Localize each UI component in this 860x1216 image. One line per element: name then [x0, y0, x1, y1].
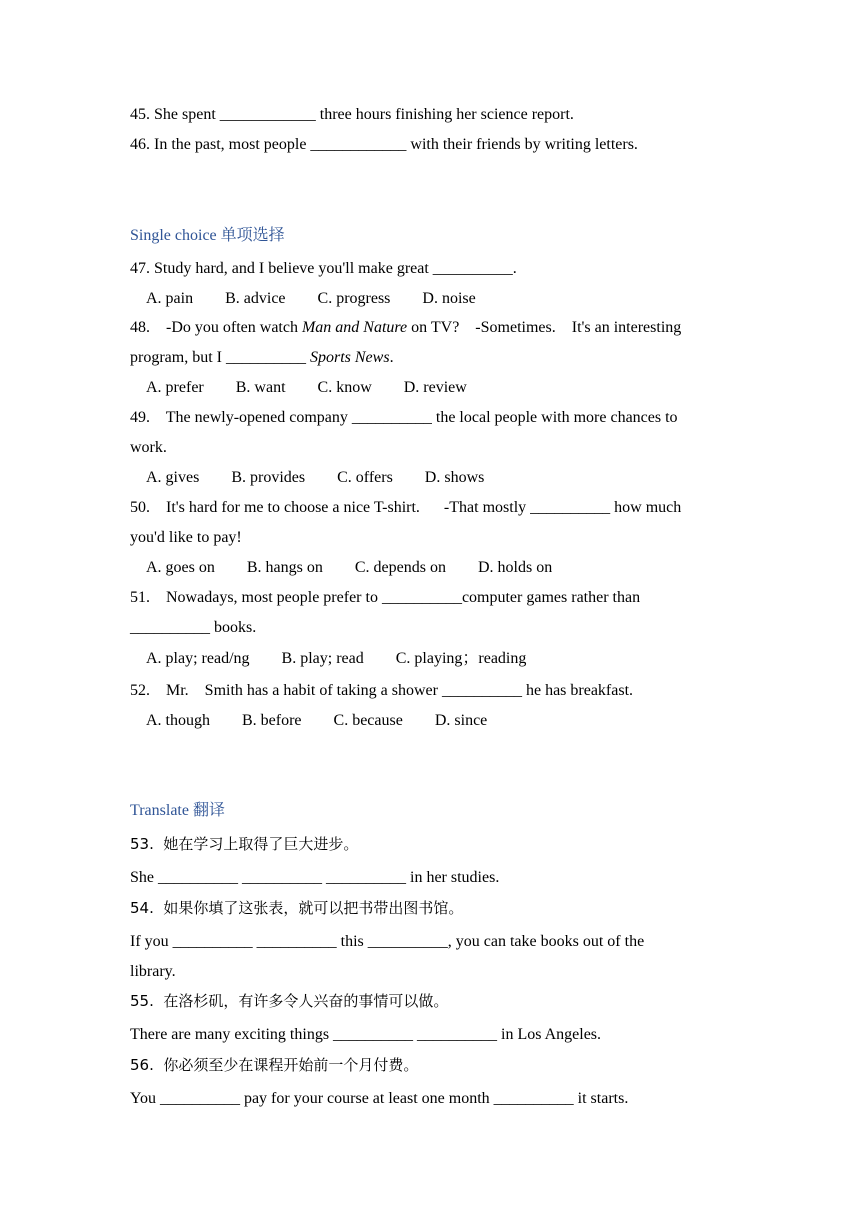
question-51-line-2: __________ books.: [130, 619, 257, 636]
q48-program-title: Sports News: [309, 349, 390, 366]
question-56-english: You __________ pay for your course at least one month __________ it starts.: [130, 1090, 629, 1107]
question-55-chinese: 55. 在洛杉矶，有许多令人兴奋的事情可以做。: [130, 992, 449, 1010]
question-54-chinese: 54. 如果你填了这张表，就可以把书带出图书馆。: [130, 899, 464, 917]
question-45: 45. She spent ____________ three hours finishing her science report.: [130, 106, 574, 123]
q48-text: on TV? -Sometimes. It's an interesting: [407, 319, 682, 336]
question-47-options: A. pain B. advice C. progress D. noise: [146, 290, 476, 307]
question-54-english-line-2: library.: [130, 963, 176, 980]
q48-text: .: [389, 349, 394, 366]
question-49-line-2: work.: [130, 439, 167, 456]
question-53-english: She __________ __________ __________ in her studies.: [130, 869, 500, 886]
question-49-options: A. gives B. provides C. offers D. shows: [146, 469, 485, 486]
question-50-line-1: 50. It's hard for me to choose a nice T-shirt. -That mostly __________ how much: [130, 499, 682, 516]
question-55-english: There are many exciting things __________ __________ in Los Angeles.: [130, 1026, 602, 1043]
question-56-chinese: 56. 你必须至少在课程开始前一个月付费。: [130, 1056, 419, 1074]
question-50-options: A. goes on B. hangs on C. depends on D. holds on: [146, 559, 553, 576]
section-heading-single-choice: Single choice 单项选择: [130, 227, 285, 244]
section-heading-translate: Translate 翻译: [130, 802, 225, 819]
question-54-english-line-1: If you __________ __________ this __________, you can take books out of the: [130, 933, 645, 950]
q48-program-title: Man and Nature: [301, 319, 408, 336]
question-47: 47. Study hard, and I believe you'll make great __________.: [130, 260, 517, 277]
question-48-options: A. prefer B. want C. know D. review: [146, 379, 467, 396]
question-53-chinese: 53. 她在学习上取得了巨大进步。: [130, 835, 359, 853]
question-52-options: A. though B. before C. because D. since: [146, 712, 488, 729]
question-51-options: A. play; read/ng B. play; read C. playing；reading: [146, 650, 527, 667]
question-46: 46. In the past, most people ____________ with their friends by writing letters.: [130, 136, 638, 153]
question-50-line-2: you'd like to pay!: [130, 529, 242, 546]
question-51-line-1: 51. Nowadays, most people prefer to __________computer games rather than: [130, 589, 641, 606]
q48-text: 48. -Do you often watch: [130, 319, 302, 336]
question-49-line-1: 49. The newly-opened company __________ the local people with more chances to: [130, 409, 678, 426]
question-52: 52. Mr. Smith has a habit of taking a shower __________ he has breakfast.: [130, 682, 634, 699]
question-48-line-1: [130, 317, 681, 339]
q48-text: program, but I __________: [130, 349, 310, 366]
question-48-line-2: [130, 347, 394, 369]
